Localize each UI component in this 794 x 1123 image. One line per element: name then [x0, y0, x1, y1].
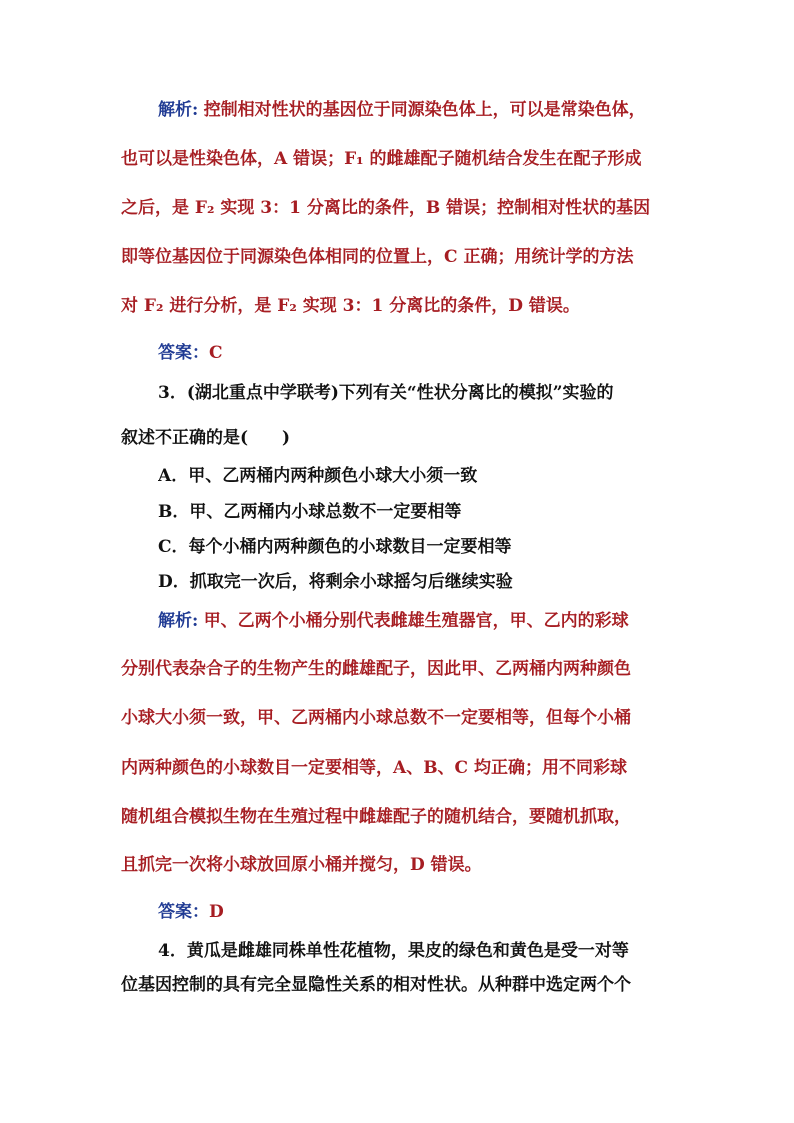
analysis-2-line-3: 小球大小须一致，甲、乙两桶内小球总数不一定要相等，但每个小桶	[121, 708, 631, 728]
question-4-line-2: 位基因控制的具有完全显隐性关系的相对性状。从种群中选定两个个	[121, 975, 631, 995]
question-3-line-1: 3．(湖北重点中学联考)下列有关“性状分离比的模拟”实验的	[158, 383, 614, 403]
analysis-label: 解析:	[158, 100, 199, 120]
analysis-text: 控制相对性状的基因位于同源染色体上，可以是常染色体，	[203, 100, 646, 120]
analysis-2-line-4: 内两种颜色的小球数目一定要相等，A、B、C 均正确；用不同彩球	[121, 758, 628, 778]
answer-label: 答案：	[158, 343, 209, 363]
analysis-1-line-1	[158, 97, 681, 123]
answer-label: 答案：	[158, 902, 209, 922]
answer-value: C	[209, 343, 223, 363]
answer-1	[158, 340, 681, 366]
question-3-line-2: 叙述不正确的是( )	[121, 428, 291, 448]
analysis-1-line-2: 也可以是性染色体，A 错误；F₁ 的雌雄配子随机结合发生在配子形成	[121, 149, 642, 169]
answer-2	[158, 899, 681, 925]
question-4-line-1: 4．黄瓜是雌雄同株单性花植物，果皮的绿色和黄色是受一对等	[158, 941, 629, 961]
question-3-option-a: A．甲、乙两桶内两种颜色小球大小须一致	[158, 466, 478, 486]
analysis-2-line-1	[158, 608, 681, 634]
question-3-option-d: D．抓取完一次后，将剩余小球摇匀后继续实验	[158, 572, 513, 592]
question-3-option-c: C．每个小桶内两种颜色的小球数目一定要相等	[158, 537, 512, 557]
analysis-2-line-5: 随机组合模拟生物在生殖过程中雌雄配子的随机结合，要随机抓取，	[121, 807, 631, 827]
analysis-label: 解析:	[158, 611, 199, 631]
answer-value: D	[209, 902, 224, 922]
analysis-1-line-3: 之后，是 F₂ 实现 3：1 分离比的条件，B 错误；控制相对性状的基因	[121, 198, 651, 218]
analysis-1-line-5: 对 F₂ 进行分析，是 F₂ 实现 3：1 分离比的条件，D 错误。	[121, 296, 580, 316]
analysis-1-line-4: 即等位基因位于同源染色体相同的位置上，C 正确；用统计学的方法	[121, 247, 634, 267]
analysis-2-line-2: 分别代表杂合子的生物产生的雌雄配子，因此甲、乙两桶内两种颜色	[121, 659, 631, 679]
question-3-option-b: B．甲、乙两桶内小球总数不一定要相等	[158, 502, 462, 522]
analysis-text: 甲、乙两个小桶分别代表雌雄生殖器官，甲、乙内的彩球	[203, 611, 629, 631]
analysis-2-line-6: 且抓完一次将小球放回原小桶并搅匀，D 错误。	[121, 855, 482, 875]
